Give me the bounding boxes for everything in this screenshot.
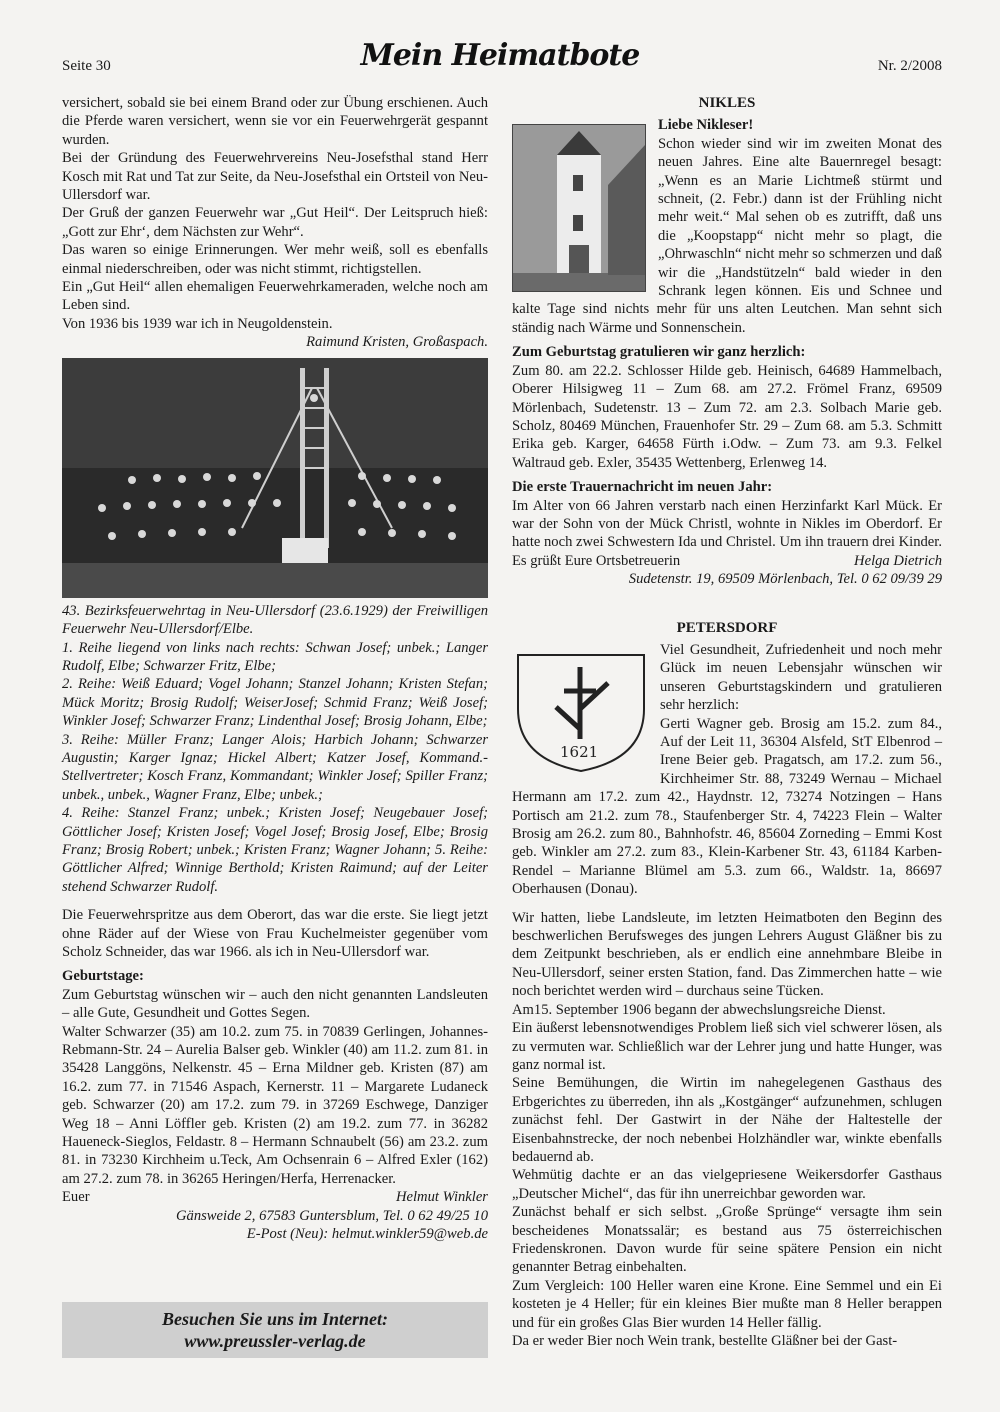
intro-signature: Raimund Kristen, Großaspach.: [306, 334, 488, 351]
caption-line: 2. Reihe: Weiß Eduard; Vogel Johann; Stanzel Johann; Kristen Stefan; Mück Moritz; Brosig Rudolf; WeiserJosef; Schmid Franz; Weiß Josef; Winkler Josef; Schwarzer Franz; Lindenthal Josef; Brosig Johann, Elbe;: [62, 676, 488, 730]
caption-line: 1. Reihe liegend von links nach rechts: Schwan Josef; unbek.; Langer Rudolf, Elbe; Schwarzer Fritz, Elbe;: [62, 639, 488, 674]
story-paragraph: Seine Bemühungen, die Wirtin im nahegelegenen Gasthaus des Erbgerichtes zu überreden, ihn als „Kostgänger“ aufzunehmen, schlugen zunächst fehl. Der Gastwirt in der Nähe der Haltestelle der Eisenbahnstrecke, der noch nebenbei Holzhändler war, winkte ebenfalls bedauernd ab.: [512, 1075, 942, 1165]
photo-illustration: [62, 358, 488, 598]
birthday-list: Walter Schwarzer (35) am 10.2. zum 75. in 70839 Gerlingen, Johannes-Rebmann-Str. 24 – Aurelia Balser geb. Winkler (40) am 11.2. zum 81. in 35428 Langgöns, Nelkenstr. 45 – Erna Mildner geb. Kristen (87) am 16.2. zum 77. in 71546 Aspach, Kernerstr. 11 – Margarete Ludaneck geb. Schwarzer (20) am 17.2. zum 79. in 37269 Eschwege, Danziger Weg 18 – Anni Löffler geb. Kristen (2) am 19.2. zum 77. in 36282 Haueneck-Sieglos, Feldastr. 8 – Hermann Schnaubelt (56) am 23.2. zum 81. in 73230 Kirchheim u.Teck, Am Ochsenrain 6 – Alfred Exler (162) am 27.2. zum 78. in 36265 Heringen/Herfa, Herrenacker.: [62, 1023, 488, 1187]
story-paragraph: Zunächst behalf er sich selbst. „Große Sprünge“ versagte ihm sein bescheidenes Monatssalär; es bestand aus 75 österreichischen Friedenskronen. Davon wurde für seine spätere Pension ein nicht genannter Betrag einbehalten.: [512, 1204, 942, 1276]
church-illustration: [513, 125, 645, 291]
sign-address: Sudetenstr. 19, 69509 Mörlenbach, Tel. 0 62 09/39 29: [628, 571, 942, 588]
story-paragraph: Am15. September 1906 begann der abwechslungsreiche Dienst.: [512, 1001, 886, 1018]
nikles-birthday-heading: Zum Geburtstag gratulieren wir ganz herzlich:: [512, 344, 806, 361]
banner-line-1: Besuchen Sie uns im Internet:: [161, 1309, 389, 1329]
pump-paragraph: Die Feuerwehrspritze aus dem Oberort, das war die erste. Sie liegt jetzt ohne Räder auf der Wiese von Frau Kuchelmeister gegenüber vom Scholz Schneider, das war 1966. als ich in Neu-Ullersdorf war.: [62, 907, 488, 960]
closing-address: Gänsweide 2, 67583 Guntersblum, Tel. 0 62 49/25 10: [175, 1207, 488, 1224]
page-number: Seite 30: [62, 58, 111, 74]
story-paragraph: Da er weder Bier noch Wein trank, bestellte Gläßner bei der Gast-: [512, 1333, 898, 1349]
crest-year: 1621: [560, 742, 599, 761]
caption-line: 3. Reihe: Müller Franz; Langer Alois; Harbich Johann; Schwarzer Augustin; Karger Ignaz; Hickel Albert; Katzer Josef, Kommand.-Stellvertreter; Kosch Franz, Kommandant; Winkler Josef; Spiller Franz; unbek., unbek., Wagner Franz, Elbe; unbek.;: [62, 731, 488, 803]
nikles-greeting: Liebe Nikleser!: [658, 117, 754, 134]
intro-paragraph: Der Gruß der ganzen Feuerwehr war „Gut Heil“. Der Leitspruch hieß: „Gott zur Ehr‘, dem Nächsten zur Wehr“.: [62, 205, 488, 240]
caption-line: 43. Bezirksfeuerwehrtag in Neu-Ullersdorf (23.6.1929) der Freiwilligen Feuerwehr Neu-Ullersdorf/Elbe.: [62, 602, 488, 638]
nikles-signature-line: [512, 552, 942, 570]
issue-number: Nr. 2/2008: [877, 58, 942, 74]
caption-line: 4. Reihe: Stanzel Franz; unbek.; Kristen Josef; Neugebauer Josef; Göttlicher Josef; Kristen Josef; Vogel Josef; Brosig Josef, Elbe; Brosig Franz; Brosig Robert; unbek.; Kristen Franz; Wagner Johann; 5. Reihe: Göttlicher Alfred; Winnige Berthold; Kristen Raimund; auf der Leiter stehend Schwarzer Rudolf.: [62, 805, 488, 895]
banner-url[interactable]: www.preussler-verlag.de: [184, 1331, 366, 1351]
website-banner: [62, 1302, 488, 1358]
nikles-birthday-list: Zum 80. am 22.2. Schlosser Hilde geb. Heinisch, 64689 Hammelbach, Oberer Hilsigweg 11 – Zum 68. am 27.2. Frömel Franz, 69509 Mörlenbach, Sudetenstr. 13 – Zum 72. am 2.3. Solbach Marie geb. Scholz, 80469 München, Frauenhofer Str. 29 – Zum 68. am 5.3. Schmitt Erika geb. Karger, 64658 Fürth i.Odw. – Zum 73. am 9.3. Felkel Waltraud geb. Exler, 35435 Wettenberg, Erlenweg 14.: [512, 362, 942, 471]
fire-brigade-photo: [62, 358, 488, 598]
right-column: [512, 94, 942, 1350]
closing-word: Euer: [62, 1189, 90, 1206]
closing-email: E-Post (Neu): helmut.winkler59@web.de: [246, 1226, 488, 1243]
mourning-body: Im Alter von 66 Jahren verstarb nach einen Herzinfarkt Karl Mück. Er war der Sohn von der Mück Christl, wohnte in Nikles im Oberdorf. Er hatte noch zwei Schwestern Ida und Christel. Um ihn trauern drei Kinder.: [512, 497, 942, 551]
mourning-heading: Die erste Trauernachricht im neuen Jahr:: [512, 479, 773, 496]
section-title-petersdorf: PETERSDORF: [676, 619, 778, 636]
church-photo: [512, 124, 646, 292]
intro-paragraph: Bei der Gründung des Feuerwehrvereins Neu-Josefsthal stand Herr Kosch mit Rat und Tat zur Seite, da Neu-Josefsthal ein Ortsteil von Neu-Ullersdorf war.: [62, 150, 488, 204]
petersdorf-birthday-list: Gerti Wagner geb. Brosig am 15.2. zum 84., Auf der Leit 11, 36304 Alsfeld, StT Elbenrod – Irene Beier geb. Pragatsch, am 17.2. zum 56., Kirchheimer Str. 88, 73249 Wernau – Michael Hermann am 17.2. zum 42., Haydnstr. 12, 73274 Notzingen – Hans Portisch am 21.2. zum 78., Staufenberger Str. 4, 74223 Flein – Walter Brosig am 26.2. zum 80., Bahnhofstr. 46, 85604 Zorneding – Emmi Kost geb. Winkler am 27.2. zum 83., Klein-Karbener Str. 43, 61184 Karben-Rendel – Marianne Blümel am 5.3. zum 66., Waldstr. 1a, 86697 Oberhausen (Donau).: [512, 715, 942, 898]
intro-paragraph: Das waren so einige Erinnerungen. Wer mehr weiß, soll es ebenfalls einmal niederschreiben, oder was nicht stimmt, richtigstellen.: [62, 242, 488, 277]
closing-name: Helmut Winkler: [395, 1189, 488, 1206]
birthday-intro: Zum Geburtstag wünschen wir – auch den nicht genannten Landsleuten – alle Gute, Gesundheit und Gottes Segen.: [62, 986, 488, 1022]
intro-paragraph: versichert, sobald sie bei einem Brand oder zur Übung erschienen. Auch die Pferde waren versichert, wenn sie vor ein Feuerwehrgerät gespannt wurden.: [62, 95, 488, 148]
sign-name: Helga Dietrich: [854, 552, 942, 569]
section-title-nikles: NIKLES: [698, 95, 756, 111]
masthead-logo: Mein Heimatbote: [360, 38, 640, 73]
birthday-heading: Geburtstage:: [62, 968, 144, 985]
closing-line: [62, 1188, 488, 1206]
story-paragraph: Zum Vergleich: 100 Heller waren eine Krone. Eine Semmel und ein Ei kosteten je 4 Heller; für ein kleines Bier mußte man 8 Heller berappen und für ein großes Glas Bier wurden 14 Heller fällig.: [512, 1277, 942, 1331]
story-paragraph: Ein äußerst lebensnotwendiges Problem ließ sich viel schwerer lösen, als zu vermuten war. Schließlich war der Lehrer jung und hatte Hunger, was ganz normal ist.: [512, 1020, 942, 1073]
sign-greeting: Es grüßt Eure Ortsbetreuerin: [512, 552, 681, 569]
left-column: [62, 94, 488, 1244]
petersdorf-intro: Viel Gesundheit, Zufriedenheit und noch mehr Glück im neuen Lebensjahr wünschen wir unseren Geburtstagskindern und gratulieren sehr herzlich:: [660, 641, 942, 714]
intro-paragraph: Ein „Gut Heil“ allen ehemaligen Feuerwehrkameraden, welche noch am Leben sind.: [62, 279, 488, 314]
story-paragraph: Wir hatten, liebe Landsleute, im letzten Heimatboten den Beginn des beschwerlichen Berufsweges des jungen Lehrers August Gläßner bis zu dem Zeitpunkt beschrieben, als er endlich eine annehmbare Bleibe in Neu-Ullersdorf, seiner ersten Station, fand. Das Zimmerchen hatte – wie noch berichtet werden wird – durchaus seine Tücken.: [512, 909, 942, 1000]
intro-paragraph: Von 1936 bis 1939 war ich in Neugoldenstein.: [62, 315, 333, 332]
photo-caption: [62, 602, 488, 897]
petersdorf-crest: [512, 649, 650, 775]
nikles-body: Schon wieder sind wir im zweiten Monat des neuen Jahres. Eine alte Bauernregel besagt: „Wenn es an Marie Lichtmeß stürmt und schneit, (2. Febr.) dann ist der Frühling nicht mehr weit.“ Mal sehen ob es zutrifft, daß uns die „Koopstapp“ nicht mehr so plagt, die „Ohrwaschln“ nicht mehr so schmerzen und daß wir die „Handstützeln“ bald wieder in den Schrank legen können. Eis und Schnee und kalte Tage sind nichts mehr für uns alten Leutchen. Man sehnt sich ständig nach Wärme und Sonnenschein.: [512, 135, 942, 336]
crest-emblem: [512, 649, 650, 775]
story-paragraph: Wehmütig dachte er an das vielgepriesene Weikersdorfer Gasthaus „Deutscher Michel“, das für ihn unerreichbar geworden war.: [512, 1167, 942, 1202]
